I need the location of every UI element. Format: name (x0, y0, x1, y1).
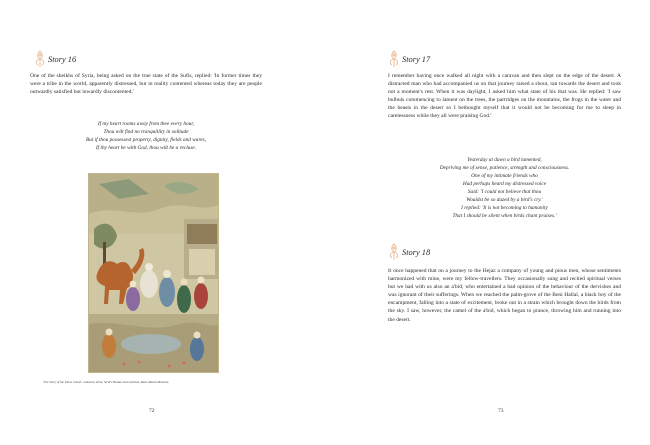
story-18-heading (388, 243, 430, 261)
verse-line: If thy heart be with God, thou wilt be a recluse. (95, 145, 197, 151)
floral-ornament-icon (388, 243, 400, 261)
floral-ornament-icon (34, 50, 46, 68)
verse-line: Wouldst be so dazed by a bird's cry.' (466, 197, 543, 203)
verse-line: Depriving me of sense, patience, strength and consciousness. (439, 165, 570, 171)
persian-miniature-painting (88, 173, 219, 373)
story-17-paragraph: I remember having once walked all night with a caravan and then slept on the edge of the desert. A distracted man who had accompanied us on that journey raised a shout, ran towards the desert and took not a moment's rest. When it was daylight, I asked him what state of his that was. He replied: 'I saw bulbuls commencing to lament on the trees, the partridges on the mountains, the frogs in the water and the beasts in the desert so I bethought myself that it would not be becoming for me to sleep in carelessness while they all were praising God.' (388, 73, 621, 120)
verse-line: Yesterday at dawn a bird lamented, (467, 157, 542, 163)
page-number-right: 73 (498, 408, 504, 414)
story-16-verse (30, 120, 262, 152)
verse-line: Said: 'I could not believe that thou (467, 189, 542, 195)
story-17-heading (388, 50, 430, 68)
story-title: Story 17 (402, 54, 431, 64)
story-16-paragraph: One of the sheikhs of Syria, being asked on the true state of the Sufis, replied: 'In former times they were a tribe in the world, apparently distressed, but in reality contented whereas today they are people outwardly satisfied but inwardly discontented.' (30, 73, 262, 96)
story-title: Story 16 (48, 54, 77, 64)
verse-line: Thou wilt find no tranquillity in solitude (103, 129, 189, 135)
miniature-caption: 'The Story of the Pious Camel', unknown artist, Sa'di's Bustan and Gulistan, Reza Abbasi Museum. (43, 380, 170, 384)
verse-line: That I should be silent when birds chant praises.' (452, 213, 557, 219)
page-number-left: 72 (149, 408, 155, 414)
verse-line: But if thou possessest property, dignity, fields and wares, (85, 137, 207, 143)
story-18-paragraph: It once happened that on a journey to the Hejaz a company of young and pious men, whose sentiments harmonized with mine, were my fellow-travellers. They occasionally sung and recited spiritual verses but we had with us also an a'bid, who entertained a bad opinion of the behaviour of the dervishes and was ignorant of their sufferings. When we reached the palm-grove of the Beni Hallal, a black boy of the encampment, falling into a state of excitement, broke out in a strain which brought down the birds from the sky. I saw, however, the camel of the a'bid, which began to prance, throwing him and running into the desert. (388, 268, 621, 323)
verse-line: I replied: 'It is not becoming to humanity (461, 205, 548, 211)
story-16-heading (34, 50, 76, 68)
verse-line: If my heart roams away from thee every hour, (97, 121, 195, 127)
left-page (25, 0, 325, 445)
story-title: Story 18 (402, 247, 431, 257)
floral-ornament-icon (388, 50, 400, 68)
right-page (375, 0, 650, 445)
story-17-verse (388, 156, 621, 220)
miniature-illustration (89, 174, 219, 373)
verse-line: One of my intimate friends who (471, 173, 538, 179)
verse-line: Had perhaps heard my distressed voice (462, 181, 547, 187)
